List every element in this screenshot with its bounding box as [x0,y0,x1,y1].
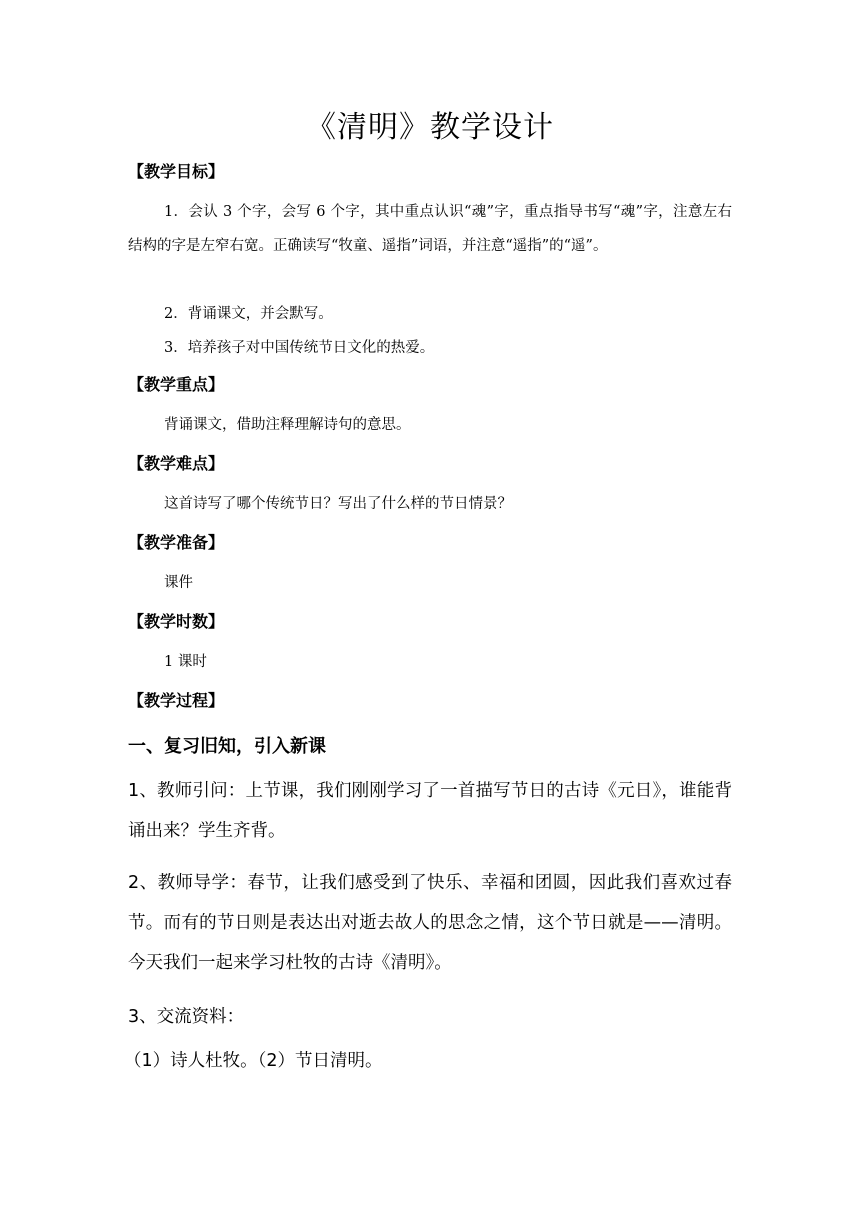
objective-item-3: 3．培养孩子对中国传统节日文化的热爱。 [164,340,435,356]
process-step-3-items: （1）诗人杜牧。（2）节日清明。 [124,1051,383,1071]
objective-item-2: 2．背诵课文，并会默写。 [164,306,333,322]
process-step-1: 1、教师引问：上节课，我们刚刚学习了一首描写节日的古诗《元日》，谁能背诵出来？学生齐背。 [128,781,732,841]
section-1-title: 一、复习旧知，引入新课 [128,736,326,757]
difficulties-heading: 【教学难点】 [128,454,225,473]
objective-item-1: 1．会认 3 个字，会写 6 个字，其中重点认识“魂”字，重点指导书写“魂”字，注意左右结构的字是左窄右宽。正确读写“牧童、遥指”词语，并注意“遥指”的“遥”。 [128,204,732,254]
process-heading: 【教学过程】 [128,691,225,710]
hours-text: 1 课时 [164,654,207,670]
hours-heading: 【教学时数】 [128,612,225,631]
key-points-text: 背诵课文，借助注释理解诗句的意思。 [164,417,411,433]
difficulties-text: 这首诗写了哪个传统节日？写出了什么样的节日情景？ [164,496,512,512]
process-step-2: 2、教师导学：春节，让我们感受到了快乐、幸福和团圆，因此我们喜欢过春节。而有的节日则是表达出对逝去故人的思念之情，这个节日就是——清明。今天我们一起来学习杜牧的古诗《清明》。 [128,873,732,973]
key-points-heading: 【教学重点】 [128,375,225,394]
objectives-heading: 【教学目标】 [128,162,225,181]
preparation-heading: 【教学准备】 [128,533,225,552]
document-title: 《清明》教学设计 [306,110,554,145]
preparation-text: 课件 [164,575,193,591]
process-step-3: 3、交流资料： [128,1007,245,1027]
